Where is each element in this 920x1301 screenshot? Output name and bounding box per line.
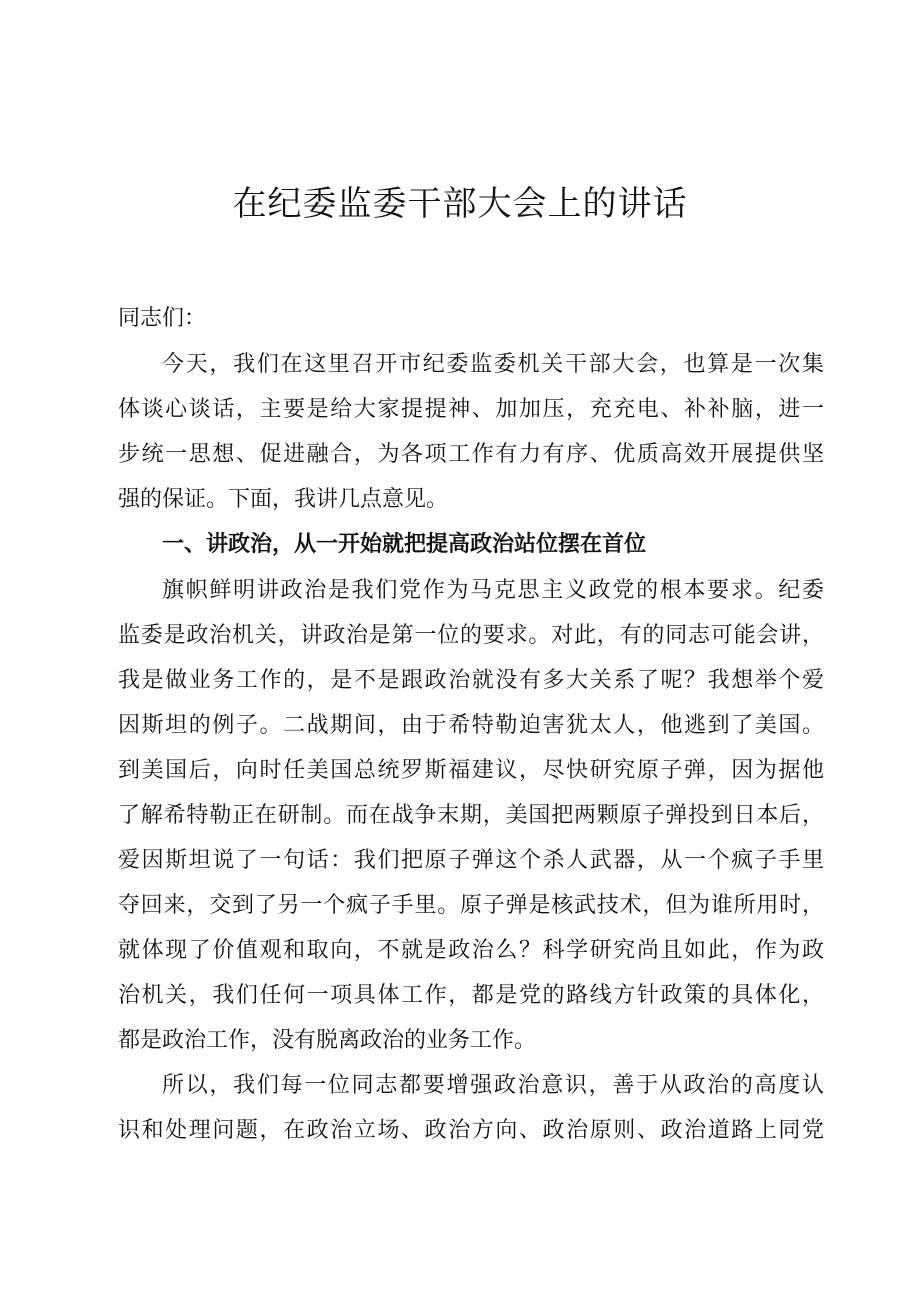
- paragraph-line: 到美国后，向时任美国总统罗斯福建议，尽快研究原子弹，因为据他: [118, 758, 824, 783]
- paragraph-line: 因斯坦的例子。二战期间，由于希特勒迫害犹太人，他逃到了美国。: [118, 713, 824, 738]
- intro-paragraph: [118, 342, 824, 522]
- paragraph-line: 就体现了价值观和取向，不就是政治么？科学研究尚且如此，作为政: [118, 938, 824, 963]
- section-heading: 一、讲政治，从一开始就把提高政治站位摆在首位: [162, 532, 647, 557]
- document-body: [118, 296, 824, 1153]
- paragraph-line: 监委是政治机关，讲政治是第一位的要求。对此，有的同志可能会讲，: [118, 623, 824, 648]
- paragraph-line: 夺回来，交到了另一个疯子手里。原子弹是核武技术，但为谁所用时，: [118, 893, 824, 918]
- paragraph-line: 了解希特勒正在研制。而在战争末期，美国把两颗原子弹投到日本后，: [118, 803, 824, 828]
- paragraph-line: 爱因斯坦说了一句话：我们把原子弹这个杀人武器，从一个疯子手里: [118, 848, 824, 873]
- paragraph-line: 治机关，我们任何一项具体工作，都是党的路线方针政策的具体化，: [118, 983, 824, 1008]
- salutation: 同志们：: [118, 306, 207, 331]
- paragraph-line: 强的保证。下面，我讲几点意见。: [118, 487, 449, 512]
- paragraph-line: 我是做业务工作的，是不是跟政治就没有多大关系了呢？我想举个爱: [118, 668, 824, 693]
- body-paragraph: [118, 1063, 824, 1153]
- body-paragraph: [118, 568, 824, 1063]
- paragraph-line: 今天，我们在这里召开市纪委监委机关干部大会，也算是一次集: [162, 352, 824, 377]
- paragraph-line: 都是政治工作，没有脱离政治的业务工作。: [118, 1028, 537, 1053]
- paragraph-line: 所以，我们每一位同志都要增强政治意识，善于从政治的高度认: [162, 1073, 824, 1098]
- paragraph-line: 识和处理问题，在政治立场、政治方向、政治原则、政治道路上同党: [118, 1118, 824, 1143]
- paragraph-line: 步统一思想、促进融合，为各项工作有力有序、优质高效开展提供坚: [118, 442, 824, 467]
- paragraph-line: 体谈心谈话，主要是给大家提提神、加加压，充充电、补补脑，进一: [118, 397, 824, 422]
- paragraph-line: 旗帜鲜明讲政治是我们党作为马克思主义政党的根本要求。纪委: [162, 578, 824, 603]
- document-title: 在纪委监委干部大会上的讲话: [232, 184, 688, 224]
